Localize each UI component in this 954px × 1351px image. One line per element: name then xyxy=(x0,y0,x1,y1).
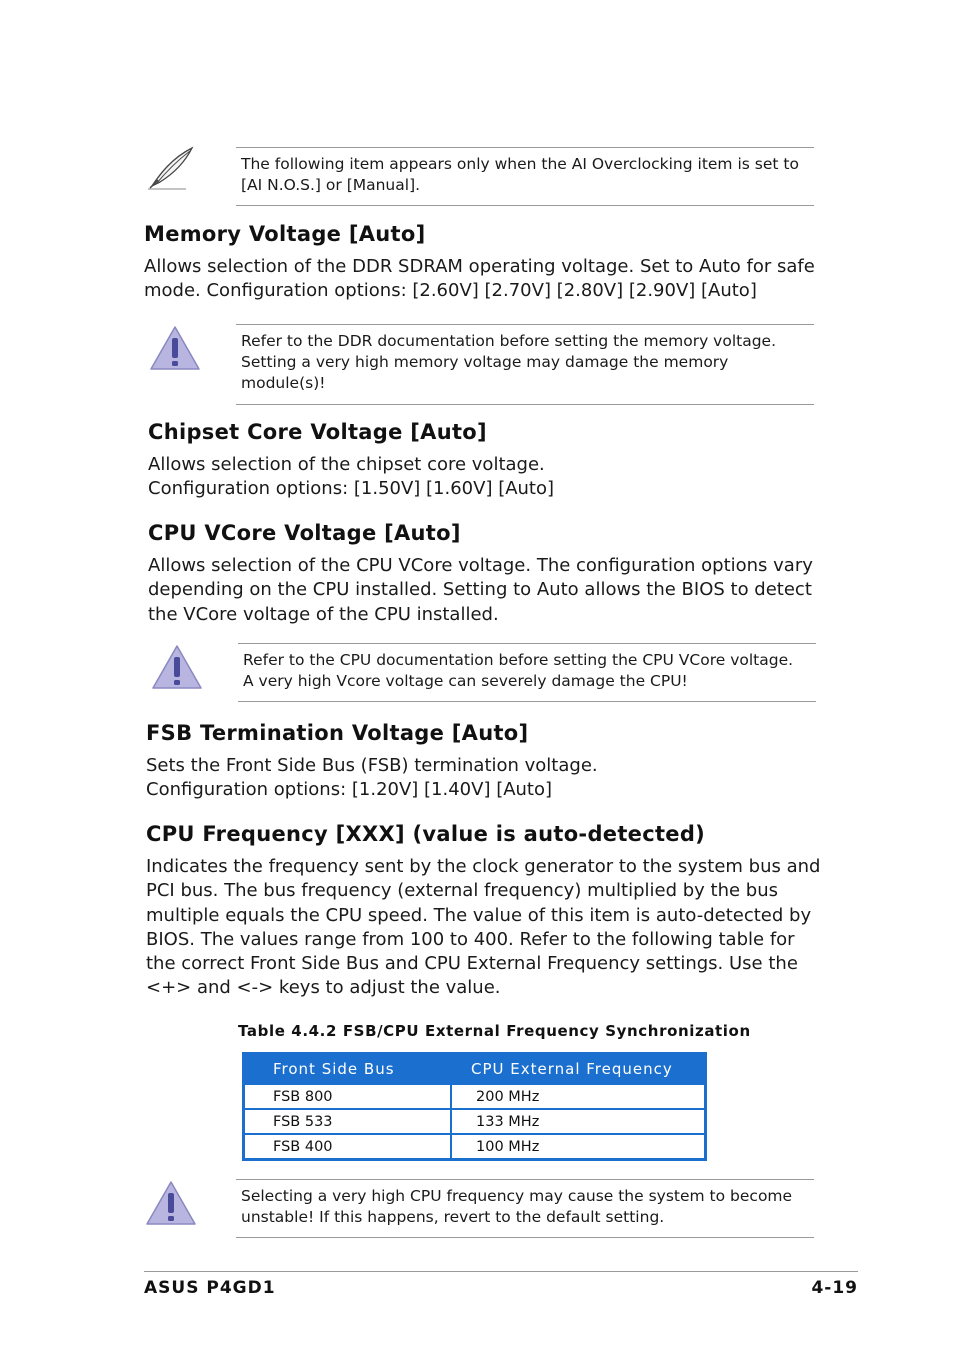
section-body-fsb-termination-voltage xyxy=(146,754,598,803)
caution-line: Selecting a very high CPU frequency may cause the system to become xyxy=(241,1187,793,1205)
body-line: mode. Configuration options: [2.60V] [2.70V] [2.80V] [2.90V] [Auto] xyxy=(144,280,757,302)
frequency-table xyxy=(242,1052,707,1161)
caution-warning-icon xyxy=(150,643,204,691)
body-line: PCI bus. The bus frequency (external frequency) multiplied by the bus xyxy=(146,880,779,902)
section-body-memory-voltage xyxy=(144,255,815,304)
caution-line: A very high Vcore voltage can severely damage the CPU! xyxy=(243,672,688,690)
table-row xyxy=(244,1109,706,1134)
body-line: multiple equals the CPU speed. The value of this item is auto-detected by xyxy=(146,904,812,926)
footer-page-number: 4-19 xyxy=(811,1278,858,1298)
section-heading-chipset-core-voltage: Chipset Core Voltage [Auto] xyxy=(148,420,487,444)
caution-line: Refer to the DDR documentation before setting the memory voltage. xyxy=(241,332,777,350)
table-cell: FSB 400 xyxy=(244,1134,452,1160)
note-pen-icon xyxy=(146,144,196,190)
caution-warning-icon xyxy=(148,324,202,372)
body-line: the correct Front Side Bus and CPU External Frequency settings. Use the xyxy=(146,953,798,975)
body-line: Allows selection of the chipset core voltage. xyxy=(148,454,545,475)
footer-divider xyxy=(144,1271,858,1272)
section-body-cpu-frequency xyxy=(146,855,820,1001)
caution-line: module(s)! xyxy=(241,374,326,392)
table-caption: Table 4.4.2 FSB/CPU External Frequency Synchronization xyxy=(238,1022,751,1040)
table-header-cell: CPU External Frequency xyxy=(451,1054,706,1085)
section-body-cpu-vcore-voltage xyxy=(148,554,813,627)
section-heading-cpu-frequency: CPU Frequency [XXX] (value is auto-detected) xyxy=(146,822,706,846)
caution-box xyxy=(236,1179,814,1238)
section-heading-fsb-termination-voltage: FSB Termination Voltage [Auto] xyxy=(146,721,529,745)
body-line: <+> and <-> keys to adjust the value. xyxy=(146,977,501,999)
body-line: Indicates the frequency sent by the clock generator to the system bus and xyxy=(146,856,821,877)
table-row xyxy=(244,1134,706,1160)
body-line: depending on the CPU installed. Setting to Auto allows the BIOS to detect xyxy=(148,579,812,601)
caution-box xyxy=(238,643,816,702)
body-line: the VCore voltage of the CPU installed. xyxy=(148,603,499,625)
caution-box xyxy=(236,324,814,405)
section-heading-memory-voltage: Memory Voltage [Auto] xyxy=(144,222,426,246)
caution-line: Refer to the CPU documentation before setting the CPU VCore voltage. xyxy=(243,651,794,669)
body-line: Sets the Front Side Bus (FSB) termination voltage. xyxy=(146,755,598,776)
footer-product-name: ASUS P4GD1 xyxy=(144,1278,276,1298)
note-line: [AI N.O.S.] or [Manual]. xyxy=(241,176,421,194)
body-line: Allows selection of the CPU VCore voltage. The configuration options vary xyxy=(148,555,813,576)
table-cell: FSB 800 xyxy=(244,1084,452,1109)
body-line: Allows selection of the DDR SDRAM operating voltage. Set to Auto for safe xyxy=(144,256,815,277)
note-box xyxy=(236,147,814,206)
table-cell: 200 MHz xyxy=(451,1084,706,1109)
table-header-row xyxy=(244,1054,706,1085)
body-line: Configuration options: [1.20V] [1.40V] [Auto] xyxy=(146,779,553,801)
body-line: BIOS. The values range from 100 to 400. Refer to the following table for xyxy=(146,928,795,950)
caution-line: unstable! If this happens, revert to the default setting. xyxy=(241,1208,665,1226)
caution-warning-icon xyxy=(144,1179,198,1227)
section-heading-cpu-vcore-voltage: CPU VCore Voltage [Auto] xyxy=(148,521,461,545)
note-line: The following item appears only when the AI Overclocking item is set to xyxy=(241,155,799,173)
table-cell: 100 MHz xyxy=(451,1134,706,1160)
table-header-cell: Front Side Bus xyxy=(244,1054,452,1085)
section-body-chipset-core-voltage xyxy=(148,453,554,502)
body-line: Configuration options: [1.50V] [1.60V] [Auto] xyxy=(148,478,555,500)
table-cell: 133 MHz xyxy=(451,1109,706,1134)
table-cell: FSB 533 xyxy=(244,1109,452,1134)
table-row xyxy=(244,1084,706,1109)
caution-line: Setting a very high memory voltage may damage the memory xyxy=(241,353,729,371)
